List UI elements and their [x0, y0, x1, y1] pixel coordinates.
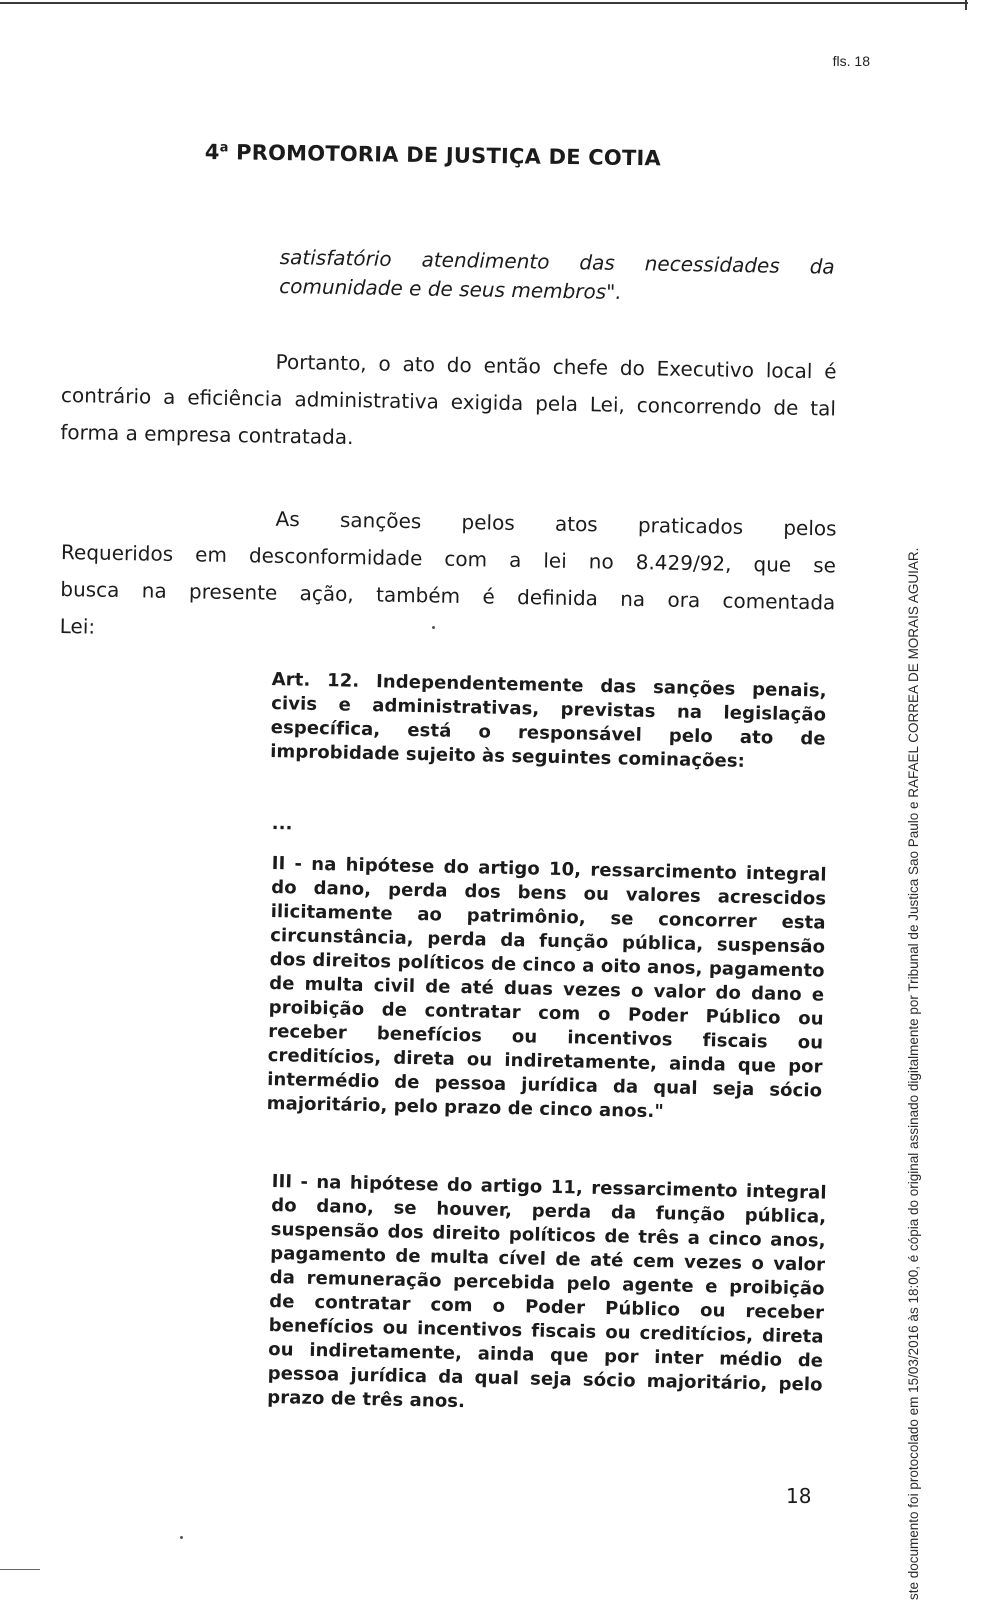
page-header	[205, 140, 725, 171]
header-ordinal: a	[219, 140, 229, 156]
paragraph-text: As sanções pelos atos praticados pelos Requeridos em desconformidade com a lei no 8.429/92, que se busca na presente ação, também é definida na ora comentada Lei:	[59, 506, 837, 639]
header-title: PROMOTORIA DE JUSTIÇA DE COTIA	[228, 140, 662, 171]
digital-signature-stamp: ste documento foi protocolado em 15/03/2016 às 18:00, é cópia do original assinado digitalmente por Tribunal de Justica Sao Paulo e RAFAEL CORREA DE MORAIS AGUIAR.	[906, 547, 921, 1600]
header-number: 4	[204, 140, 220, 165]
scan-edge-mark	[0, 1569, 40, 1570]
scan-edge-line	[0, 2, 968, 4]
paragraph	[59, 497, 836, 659]
law-article-text: Art. 12. Independentemente das sanções penais, civis e administrativas, previstas na legislação específica, está o responsável pelo ato de improbidade sujeito às seguintes cominações:	[270, 668, 827, 772]
law-item-ii: II - na hipótese do artigo 10, ressarcimento integral do dano, perda dos bens ou valores acrescidos ilicitamente ao patrimônio, se concorrer esta circunstância, perda da função pública, suspensão dos direitos políticos de cinco a oito anos, pagamento de multa civil de até duas vezes o valor do dano e proibição de contratar com o Poder Público ou receber benefícios ou incentivos fiscais ou creditícios, direta ou indiretamente, ainda que por intermédio de pessoa jurídica da qual seja sócio majoritário, pelo prazo de cinco anos."	[266, 852, 827, 1123]
scan-speck	[432, 626, 435, 629]
quote-fragment: satisfatório atendimento das necessidades da comunidade e de seus membros".	[279, 244, 835, 304]
folio-number: fls. 18	[832, 53, 870, 69]
paragraph-indent	[62, 522, 276, 526]
paragraph-text: Portanto, o ato do então chefe do Executivo local é contrário a eficiência administrativa exigida pela Lei, concorrendo de tal forma a empresa contratada.	[60, 349, 837, 450]
scan-speck	[180, 1536, 183, 1539]
paragraph-indent	[62, 365, 276, 369]
page-number: 18	[786, 1484, 812, 1508]
law-ellipsis: ...	[271, 812, 293, 835]
law-item-iii: III - na hipótese do artigo 11, ressarcimento integral do dano, se houver, perda da função pública, suspensão dos direito políticos de três a cinco anos, pagamento de multa cível de até cem vezes o valor da remuneração percebida pelo agente e proibição de contratar com o Poder Público ou receber benefícios ou incentivos fiscais ou creditícios, direta ou indiretamente, ainda que por inter médio de pessoa jurídica da qual seja sócio majoritário, pelo prazo de três anos.	[267, 1170, 827, 1413]
paragraph	[60, 340, 837, 465]
scan-edge-mark	[965, 0, 967, 10]
